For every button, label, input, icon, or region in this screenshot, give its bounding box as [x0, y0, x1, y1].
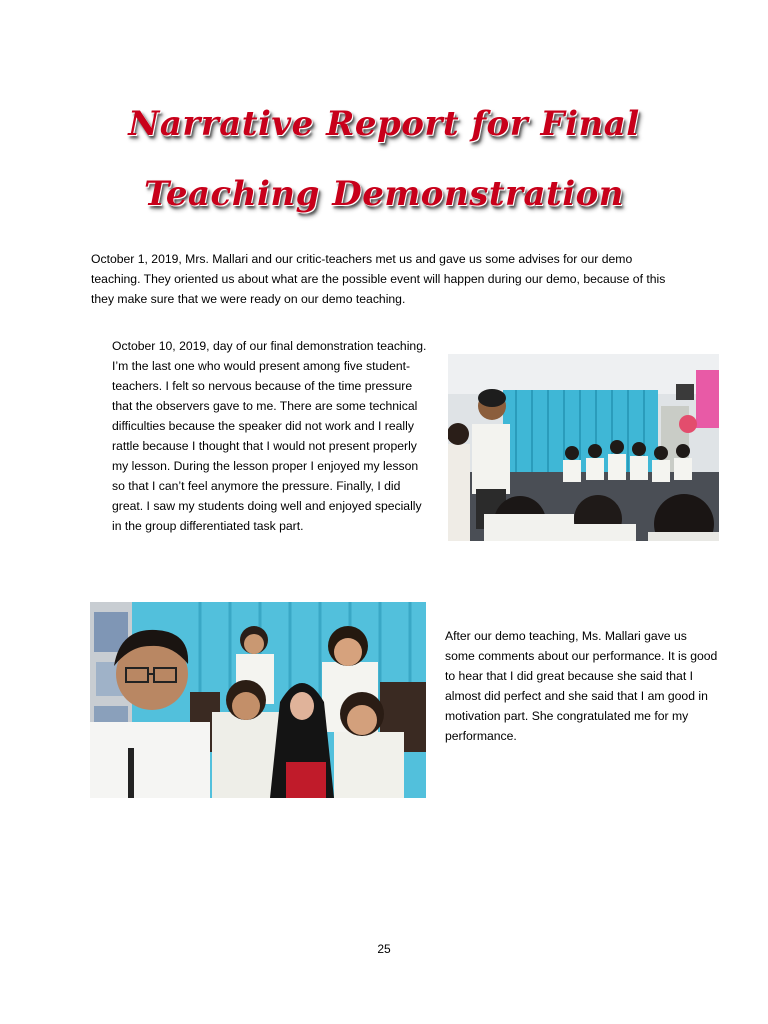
title-line-1: Narrative Report for Final	[128, 104, 640, 144]
page-number: 25	[377, 942, 391, 956]
group-selfie-photo	[90, 602, 426, 798]
paragraph-demo-day: October 10, 2019, day of our final demonstration teaching. I’m the last one who would present among five student-teachers. I felt so nervous because of the time pressure that the observers gave to me. There are some technical difficulties because the speaker did not work and I really rattle because I thought that I would not present properly my lesson. During the lesson proper I enjoyed my lesson so that I can’t feel anymore the pressure. Finally, I did great. I saw my students doing well and enjoyed specially in the group differentiated task part.	[112, 339, 427, 533]
classroom-demo-photo	[448, 354, 719, 541]
paragraph-feedback: After our demo teaching, Ms. Mallari gave us some comments about our performance. It is good to hear that I did great because she said that I almost did perfect and she said that I am good in motivation part. She congratulated me for my performance.	[445, 629, 718, 743]
paragraph-orientation: October 1, 2019, Mrs. Mallari and our critic-teachers met us and gave us some advises for our demo teaching. They oriented us about what are the possible event will happen during our demo, because of this they make sure that we were ready on our demo teaching.	[91, 252, 666, 306]
title-line-2: Teaching Demonstration	[143, 174, 625, 214]
